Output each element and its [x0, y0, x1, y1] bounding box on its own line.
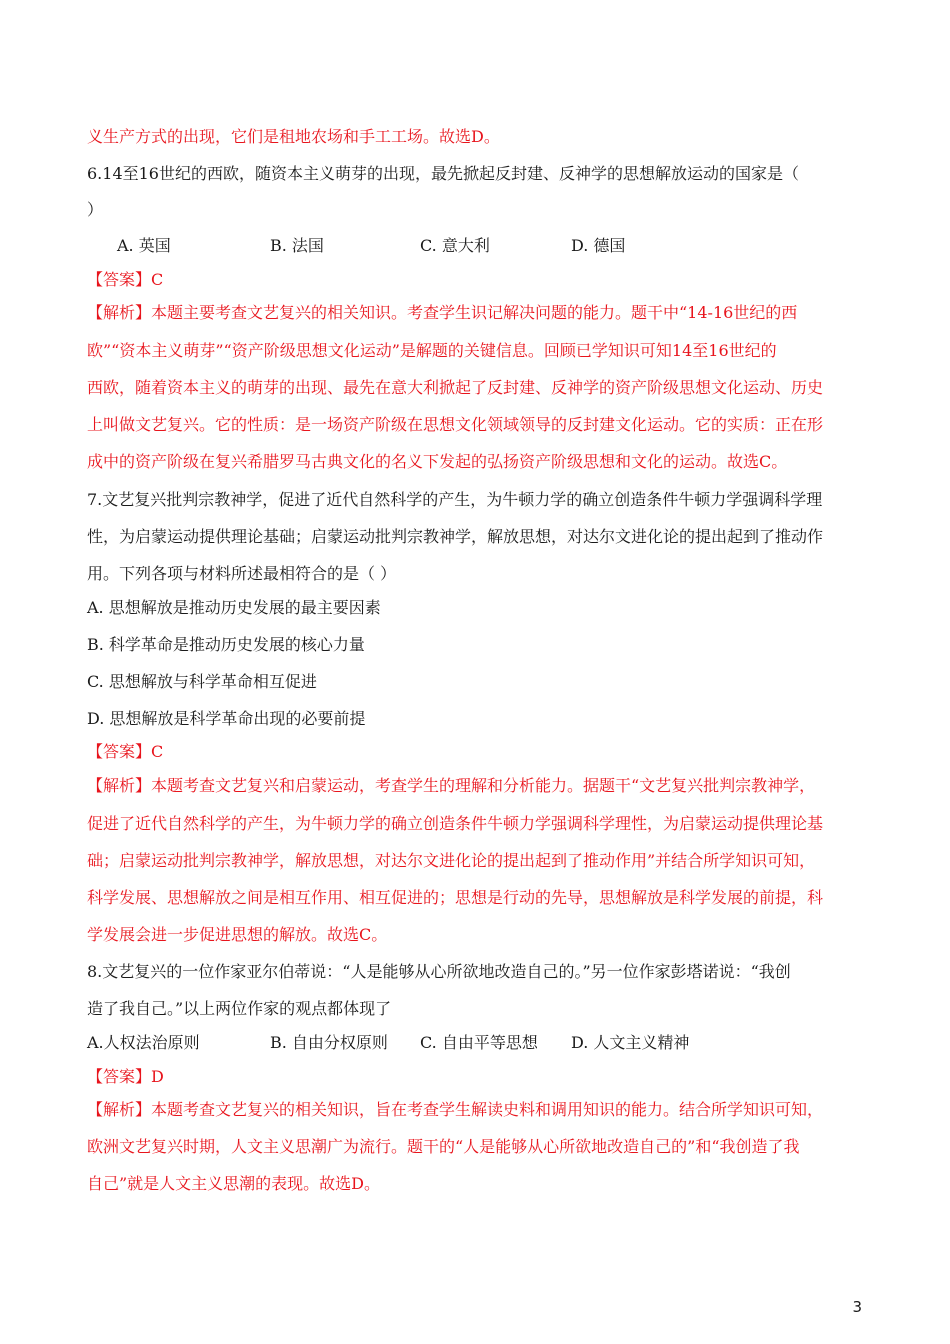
q8-option-a: A.人权法治原则: [87, 1033, 200, 1052]
q6-analysis-line-5: 成中的资产阶级在复兴希腊罗马古典文化的名义下发起的弘扬资产阶级思想和文化的运动。故选C。: [87, 452, 788, 471]
q8-analysis-line-3: 自己”就是人文主义思潮的表现。故选D。: [87, 1174, 381, 1193]
q8-option-c: C. 自由平等思想: [420, 1033, 538, 1052]
q7-analysis-line-2: 促进了近代自然科学的产生，为牛顿力学的确立创造条件牛顿力学强调科学理性，为启蒙运动提供理论基: [87, 814, 824, 833]
q6-option-a: A. 英国: [117, 236, 171, 255]
q7-option-c: C. 思想解放与科学革命相互促进: [87, 672, 317, 691]
q6-analysis-line-2: 欧”“资本主义萌芽”“资产阶级思想文化运动”是解题的关键信息。回顾已学知识可知14至16世纪的: [87, 341, 777, 360]
q8-analysis-line-1: 【解析】本题考查文艺复兴的相关知识，旨在考查学生解读史料和调用知识的能力。结合所学知识可知，: [87, 1100, 824, 1119]
q6-answer: 【答案】C: [87, 270, 164, 289]
q7-stem-line-1: 7.文艺复兴批判宗教神学，促进了近代自然科学的产生，为牛顿力学的确立创造条件牛顿力学强调科学理: [87, 490, 823, 509]
q8-analysis-line-2: 欧洲文艺复兴时期，人文主义思潮广为流行。题干的“人是能够从心所欲地改造自己的”和“我创造了我: [87, 1137, 800, 1156]
q6-option-c: C. 意大利: [420, 236, 490, 255]
q7-analysis-line-4: 科学发展、思想解放之间是相互作用、相互促进的；思想是行动的先导，思想解放是科学发展的前提，科: [87, 888, 824, 907]
q7-answer: 【答案】C: [87, 742, 164, 761]
q7-analysis-line-5: 学发展会进一步促进思想的解放。故选C。: [87, 925, 388, 944]
q8-stem-line-2: 造了我自己。”以上两位作家的观点都体现了: [87, 999, 392, 1018]
q7-option-d: D. 思想解放是科学革命出现的必要前提: [87, 709, 366, 728]
q8-stem-line-1: 8.文艺复兴的一位作家亚尔伯蒂说：“人是能够从心所欲地改造自己的。”另一位作家彭塔诺说：“我创: [87, 962, 791, 981]
q6-option-d: D. 德国: [571, 236, 626, 255]
q8-option-d: D. 人文主义精神: [571, 1033, 690, 1052]
q7-analysis-line-3: 础；启蒙运动批判宗教神学，解放思想，对达尔文进化论的提出起到了推动作用”并结合所学知识可知，: [87, 851, 816, 870]
q7-analysis-line-1: 【解析】本题考查文艺复兴和启蒙运动，考查学生的理解和分析能力。据题干“文艺复兴批判宗教神学，: [87, 776, 816, 795]
q6-analysis-line-4: 上叫做文艺复兴。它的性质：是一场资产阶级在思想文化领域领导的反封建文化运动。它的实质：正在形: [87, 415, 824, 434]
q7-option-b: B. 科学革命是推动历史发展的核心力量: [87, 635, 365, 654]
q7-stem-line-3: 用。下列各项与材料所述最相符合的是（ ）: [87, 564, 397, 583]
q7-stem-line-2: 性，为启蒙运动提供理论基础；启蒙运动批判宗教神学，解放思想，对达尔文进化论的提出起到了推动作: [87, 527, 824, 546]
page-number: 3: [852, 1298, 862, 1316]
q6-option-b: B. 法国: [270, 236, 324, 255]
q6-analysis-line-1: 【解析】本题主要考查文艺复兴的相关知识。考查学生识记解决问题的能力。题干中“14-16世纪的西: [87, 303, 798, 322]
q8-option-b: B. 自由分权原则: [270, 1033, 388, 1052]
q6-stem-line-2: ）: [87, 200, 104, 219]
q7-option-a: A. 思想解放是推动历史发展的最主要因素: [87, 598, 381, 617]
q6-stem-line-1: 6.14至16世纪的西欧，随资本主义萌芽的出现，最先掀起反封建、反神学的思想解放运动的国家是（: [87, 164, 799, 183]
carry-over-analysis: 义生产方式的出现，它们是租地农场和手工工场。故选D。: [87, 127, 500, 146]
q6-analysis-line-3: 西欧，随着资本主义的萌芽的出现、最先在意大利掀起了反封建、反神学的资产阶级思想文化运动、历史: [87, 378, 824, 397]
q8-answer: 【答案】D: [87, 1067, 164, 1086]
